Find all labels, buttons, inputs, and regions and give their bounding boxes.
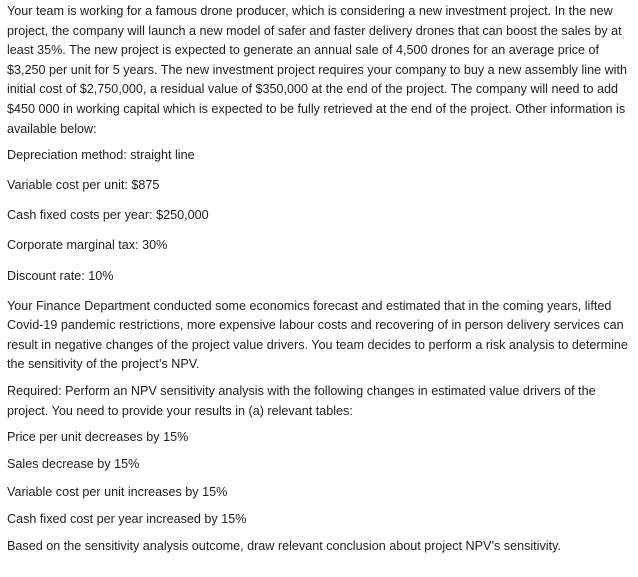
change-variable-cost: Variable cost per unit increases by 15% xyxy=(7,484,228,499)
required-paragraph: Required: Perform an NPV sensitivity analysis with the following changes in estimated value drivers of the project. You need to provide your results in (a) relevant tables: xyxy=(7,384,596,418)
info-variable-cost: Variable cost per unit: $875 xyxy=(7,178,160,193)
intro-paragraph: Your team is working for a famous drone producer, which is considering a new investment project. In the new project, the company will launch a new model of safer and faster delivery drones that can boost the sales by at least 35%. The new project is expected to generate an annual sale of 4,500 drones for an average price of $3,250 per unit for 5 years. The new investment project requires your company to buy a new assembly line with initial cost of $2,750,000, a residual value of $350,000 at the end of the project. The company will need to add $450 000 in working capital which is expected to be fully retrieved at the end of the project. Other information is available below: xyxy=(7,4,627,136)
change-fixed-cost: Cash fixed cost per year increased by 15% xyxy=(7,511,247,526)
change-price: Price per unit decreases by 15% xyxy=(7,430,189,445)
change-sales: Sales decrease by 15% xyxy=(7,457,140,472)
changes-list xyxy=(7,428,633,529)
info-fixed-costs: Cash fixed costs per year: $250,000 xyxy=(7,208,209,223)
conclusion-paragraph: Based on the sensitivity analysis outcome, draw relevant conclusion about project NPV’s sensitivity. xyxy=(7,538,561,553)
info-tax: Corporate marginal tax: 30% xyxy=(7,238,168,253)
info-list xyxy=(7,146,633,286)
info-depreciation: Depreciation method: straight line xyxy=(7,148,195,163)
document-body xyxy=(7,2,633,557)
info-discount-rate: Discount rate: 10% xyxy=(7,268,114,283)
finance-paragraph: Your Finance Department conducted some economics forecast and estimated that in the coming years, lifted Covid-19 pandemic restrictions, more expensive labour costs and recovering of in person delivery services can result in negative changes of the project value drivers. You team decides to perform a risk analysis to determine the sensitivity of the project’s NPV. xyxy=(7,298,628,372)
